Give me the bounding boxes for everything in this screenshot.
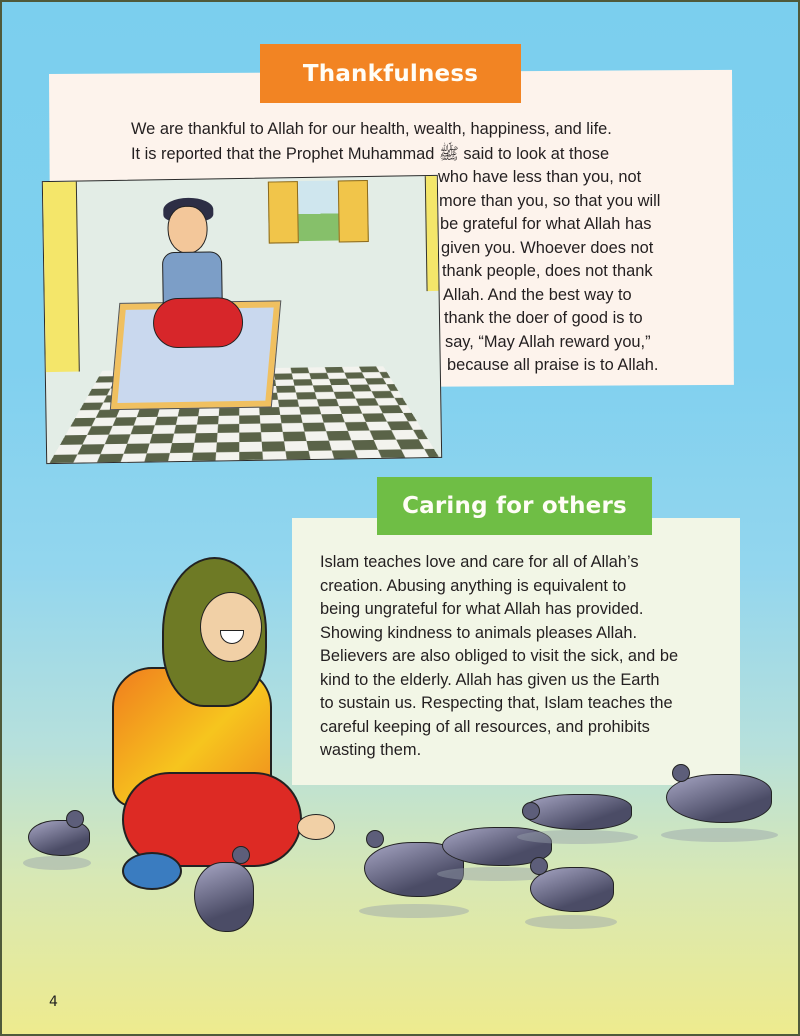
boy-praying-illustration xyxy=(42,175,442,464)
paragraph-line: Allah. And the best way to xyxy=(443,286,632,304)
paragraph-line: Believers are also obliged to visit the sick, and be xyxy=(320,647,679,665)
boy-head xyxy=(167,206,208,255)
page-number: 4 xyxy=(49,994,58,1010)
paragraph-line: be grateful for what Allah has xyxy=(440,215,652,233)
paragraph-line: more than you, so that you will xyxy=(439,192,661,210)
paragraph-line: We are thankful to Allah for our health, wealth, happiness, and life. xyxy=(131,120,612,138)
paragraph-line: given you. Whoever does not xyxy=(441,239,654,257)
paragraph-line: to sustain us. Respecting that, Islam teaches the xyxy=(320,694,673,712)
pigeon-icon xyxy=(522,784,632,836)
girl-hand-with-seeds xyxy=(297,814,335,840)
yellow-wall-right xyxy=(425,176,439,291)
paragraph-line: thank the doer of good is to xyxy=(444,309,643,327)
paragraph-line: Islam teaches love and care for all of Allah’s xyxy=(320,553,639,571)
paragraph-line: careful keeping of all resources, and prohibits xyxy=(320,718,650,736)
curtain-right xyxy=(338,180,369,242)
pigeon-icon xyxy=(28,810,90,862)
paragraph-line: It is reported that the Prophet Muhammad ﷺ said to look at those xyxy=(131,145,610,163)
section-title-thankfulness: Thankfulness xyxy=(260,44,521,103)
window-illustration xyxy=(268,180,369,242)
girl-face xyxy=(200,592,262,662)
paragraph-line: who have less than you, not xyxy=(438,168,642,186)
paragraph-line: say, “May Allah reward you,” xyxy=(445,333,651,351)
pigeon-icon xyxy=(194,852,254,952)
curtain-left xyxy=(268,181,299,243)
boy-pants xyxy=(153,297,244,348)
paragraph-line: thank people, does not thank xyxy=(442,262,653,280)
pigeon-icon xyxy=(666,764,772,834)
paragraph-line: being ungrateful for what Allah has provided. xyxy=(320,600,644,618)
yellow-wall-left xyxy=(43,182,80,373)
paragraph-line: kind to the elderly. Allah has given us the Earth xyxy=(320,671,660,689)
paragraph-line: Showing kindness to animals pleases Allah. xyxy=(320,624,638,642)
paragraph-line: because all praise is to Allah. xyxy=(447,356,659,374)
paragraph-line: creation. Abusing anything is equivalent to xyxy=(320,577,627,595)
pigeon-icon xyxy=(530,857,614,921)
section-title-caring-for-others: Caring for others xyxy=(377,477,652,535)
girl-shoe xyxy=(122,852,182,890)
paragraph-line: wasting them. xyxy=(320,741,422,759)
